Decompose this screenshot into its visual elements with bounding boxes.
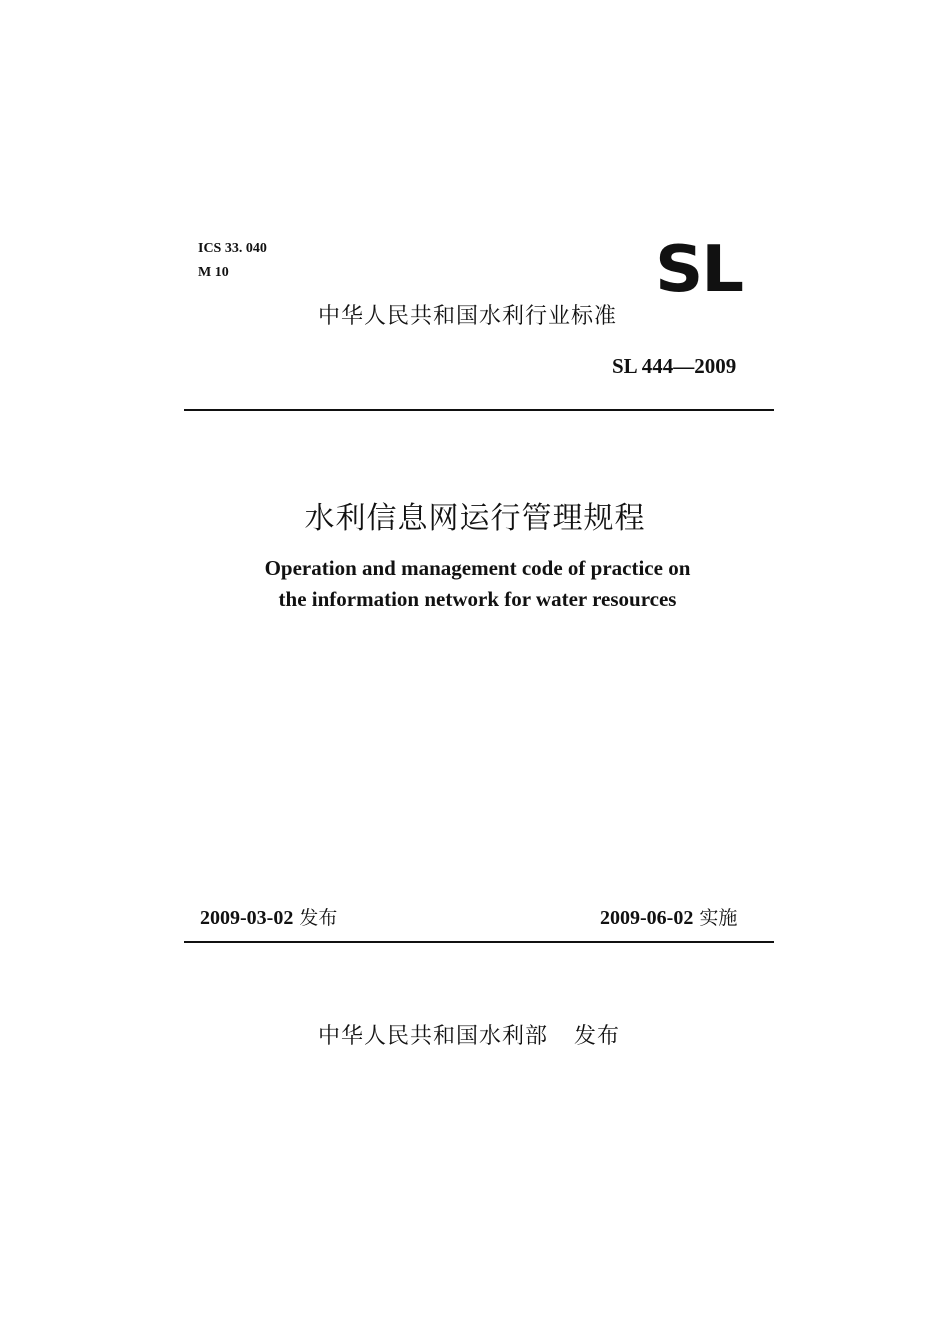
title-english-line-1: Operation and management code of practice on	[264, 556, 691, 580]
standard-type: 中华人民共和国水利行业标准	[318, 304, 618, 329]
issue-label: 发布	[299, 907, 338, 929]
top-divider	[184, 409, 774, 411]
publisher-name: 中华人民共和国水利部	[318, 1024, 549, 1049]
standard-number: SL 444—2009	[612, 354, 737, 378]
ics-code: ICS 33. 040	[198, 241, 267, 256]
implementation-label: 实施	[699, 907, 738, 929]
bottom-divider	[184, 941, 774, 943]
implementation-date-line	[600, 904, 737, 932]
issue-date: 2009-03-02	[200, 907, 294, 929]
issue-date-line	[200, 904, 337, 932]
title-english-line-2: the information network for water resources	[278, 587, 677, 611]
sl-logo: SL	[655, 233, 743, 307]
publisher-line	[318, 1020, 620, 1054]
title-chinese: 水利信息网运行管理规程	[304, 501, 646, 536]
implementation-date: 2009-06-02	[600, 907, 694, 929]
publisher-action: 发布	[574, 1024, 621, 1049]
ccs-code: M 10	[198, 265, 229, 280]
